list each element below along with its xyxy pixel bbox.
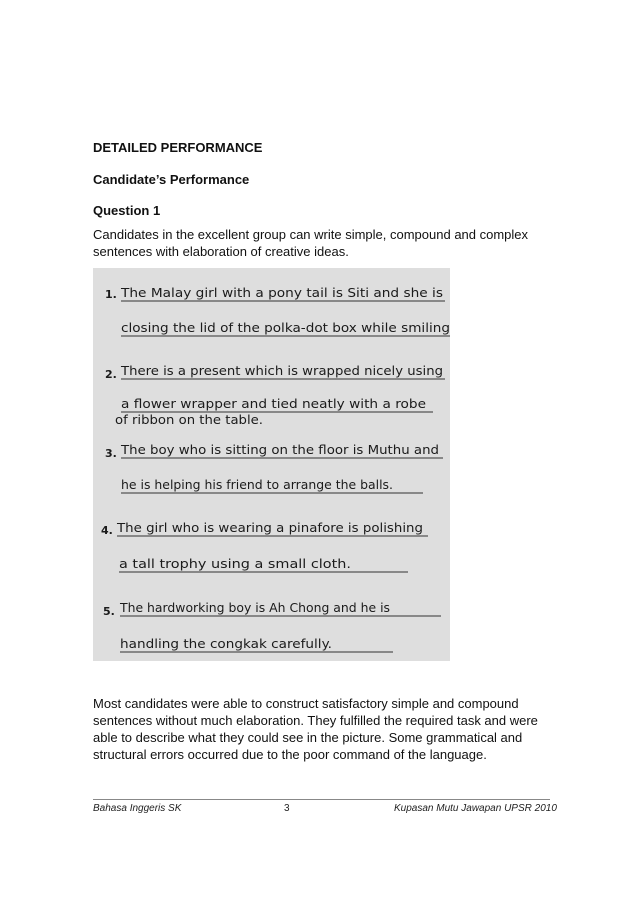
question-label: Question 1 xyxy=(93,203,161,218)
handwritten-line: There is a present which is wrapped nicely using xyxy=(119,363,443,378)
subsection-title: Candidate’s Performance xyxy=(93,172,250,187)
handwritten-line: handling the congkak carefully. xyxy=(120,636,332,651)
handwritten-line: of ribbon on the table. xyxy=(115,412,263,427)
handwritten-line: a tall trophy using a small cloth. xyxy=(119,556,351,571)
footer-document-title: Bahasa Inggeris SK xyxy=(93,803,182,814)
entry-number: 1. xyxy=(105,288,117,301)
entry-number: 2. xyxy=(105,368,117,381)
footer-page-number: 3 xyxy=(284,803,290,814)
footer-divider xyxy=(93,799,550,800)
handwritten-line: The hardworking boy is Ah Chong and he is xyxy=(119,600,390,615)
handwriting-sample-image xyxy=(93,268,450,661)
handwritten-line: The girl who is wearing a pinafore is polishing xyxy=(115,520,424,535)
section-title: DETAILED PERFORMANCE xyxy=(93,140,263,155)
footer-report-title: Kupasan Mutu Jawapan UPSR 2010 xyxy=(394,803,557,814)
handwritten-line: The boy who is sitting on the floor is Muthu and xyxy=(119,442,440,457)
handwritten-line: a flower wrapper and tied neatly with a robe xyxy=(121,396,427,411)
handwritten-line: closing the lid of the polka-dot box while smiling xyxy=(121,320,450,335)
entry-number: 4. xyxy=(101,524,113,537)
entry-number: 5. xyxy=(103,605,115,618)
handwritten-line: he is helping his friend to arrange the balls. xyxy=(121,477,393,492)
intro-paragraph: Candidates in the excellent group can write simple, compound and complex sentences with elaboration of creative ideas. xyxy=(93,227,529,259)
closing-paragraph: Most candidates were able to construct satisfactory simple and compound sentences without much elaboration. They fulfilled the required task and were able to describe what they could see in the picture. Some grammatical and structural errors occurred due to the poor command of the language. xyxy=(93,696,538,762)
entry-number: 3. xyxy=(105,447,117,460)
handwritten-line: The Malay girl with a pony tail is Siti and she is xyxy=(119,285,443,300)
